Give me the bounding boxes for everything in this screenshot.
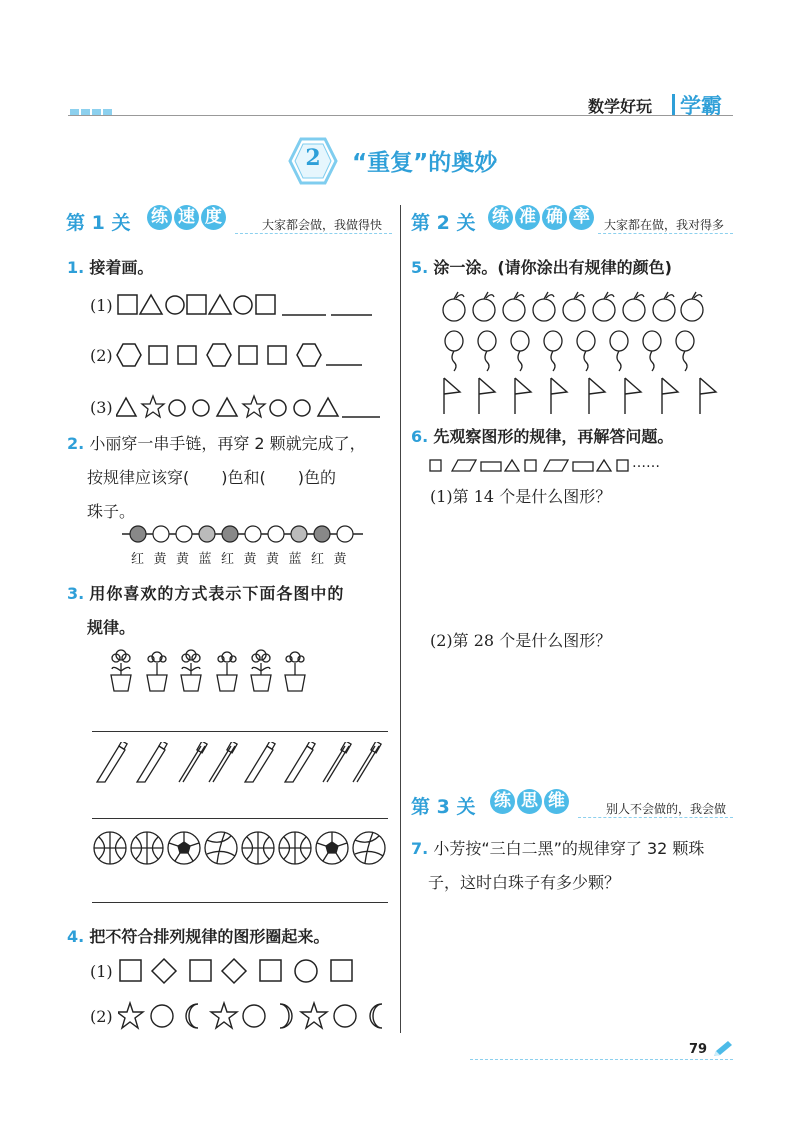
pencil-icon bbox=[712, 1040, 734, 1058]
q4-part2: (2) bbox=[90, 1007, 113, 1026]
q2-text: 2. 小丽穿一串手链，再穿 2 颗就完成了， 按规律应该穿( )色和( )色的 珠子。 bbox=[67, 434, 366, 521]
q1-part1: (1) bbox=[90, 296, 113, 315]
book-title: 数学好玩 bbox=[588, 97, 653, 116]
q4-shapes-row2 bbox=[118, 1001, 386, 1031]
q4-shapes-row1 bbox=[118, 956, 363, 986]
q3-answer-line-2 bbox=[92, 818, 388, 819]
section-1-rule bbox=[235, 233, 392, 234]
section-2-slogan: 大家都在做，我对得多 bbox=[604, 218, 725, 232]
q3-toothpaste-brushes bbox=[95, 742, 385, 784]
q5-balloons bbox=[440, 330, 700, 372]
header-rule bbox=[68, 115, 733, 116]
q3-answer-line-1 bbox=[92, 731, 388, 732]
q3-balls bbox=[92, 828, 388, 868]
lesson-number: 2 bbox=[305, 145, 321, 171]
section-1-badge: 练 速 度 bbox=[147, 205, 228, 230]
q7-text: 7. 小芳按“三白二黑”的规律穿了 32 颗珠 子，这时白珠子有多少颗？ bbox=[411, 839, 705, 892]
section-3-rule bbox=[578, 817, 733, 818]
column-divider bbox=[400, 205, 401, 1033]
q1-part3: (3) bbox=[90, 398, 113, 417]
q1-shapes-row3 bbox=[116, 392, 386, 422]
q3-text: 3. 用你喜欢的方式表示下面各图中的 规律。 bbox=[67, 584, 345, 637]
footer-rule bbox=[470, 1059, 733, 1060]
q3-answer-line-3 bbox=[92, 902, 388, 903]
q4-part1: (1) bbox=[90, 962, 113, 981]
q4-title: 4. 把不符合排列规律的图形圈起来。 bbox=[67, 927, 330, 946]
section-3-slogan: 别人不会做的，我会做 bbox=[606, 802, 727, 816]
section-1-slogan: 大家都会做，我做得快 bbox=[262, 218, 383, 232]
section-2-label: 第 2 关 bbox=[411, 212, 476, 234]
q1-shapes-row2 bbox=[116, 340, 366, 370]
q6-sequence-ellipsis: …… bbox=[632, 455, 660, 471]
q6-title: 6. 先观察图形的规律，再解答问题。 bbox=[411, 427, 674, 446]
q6-sub1: (1)第 14 个是什么图形？ bbox=[430, 487, 612, 506]
q5-apples bbox=[440, 288, 705, 328]
section-3-badge: 练 思 维 bbox=[490, 789, 571, 814]
q5-flags bbox=[440, 376, 725, 416]
brand-logo: 学霸 bbox=[672, 90, 722, 120]
section-2-rule bbox=[598, 233, 733, 234]
section-1-label: 第 1 关 bbox=[66, 212, 131, 234]
q1-title: 1. 接着画。 bbox=[67, 258, 154, 277]
section-3-label: 第 3 关 bbox=[411, 796, 476, 818]
header-decoration bbox=[70, 101, 114, 120]
q2-bracelet-beads bbox=[120, 522, 365, 546]
q1-shapes-row1 bbox=[116, 290, 376, 320]
page-number: 79 bbox=[689, 1042, 708, 1057]
q5-title: 5. 涂一涂。(请你涂出有规律的颜色) bbox=[411, 258, 672, 277]
q1-part2: (2) bbox=[90, 346, 113, 365]
lesson-title: “重复”的奥妙 bbox=[352, 150, 498, 176]
q3-flowerpots bbox=[105, 647, 315, 693]
q6-sub2: (2)第 28 个是什么图形？ bbox=[430, 631, 612, 650]
q2-bead-colors: 红黄黄蓝红黄黄蓝红黄 bbox=[131, 552, 357, 567]
section-2-badge: 练 准 确 率 bbox=[488, 205, 596, 230]
